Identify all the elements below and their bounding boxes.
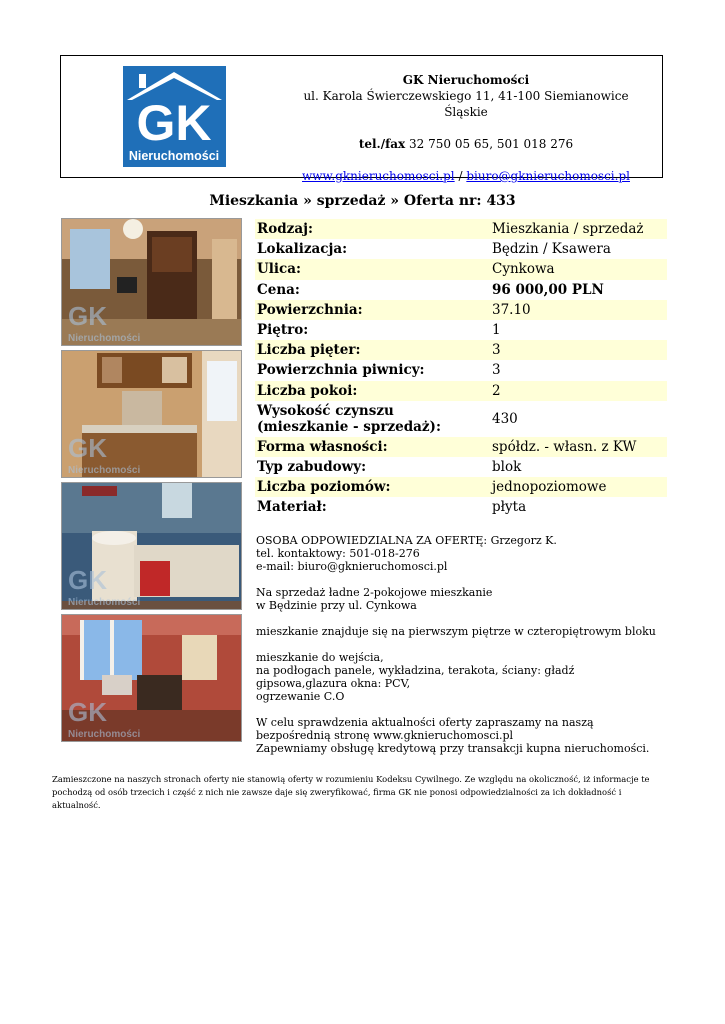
logo-letters: GK — [136, 95, 212, 151]
detail-label: Ulica: — [255, 259, 489, 279]
detail-label: Materiał: — [257, 499, 327, 516]
company-address: ul. Karola Świerczewskiego 11, 41-100 Siemianowice Śląskie — [303, 89, 629, 119]
gk-logo — [123, 66, 226, 167]
detail-value: jednopoziomowe — [489, 477, 667, 497]
watermark-letters: GK — [68, 433, 107, 463]
detail-row-location — [255, 239, 667, 259]
email-link[interactable]: biuro@gknieruchomosci.pl — [466, 169, 630, 183]
detail-row-building-type — [255, 457, 667, 477]
phone-label: tel./fax — [358, 137, 406, 151]
detail-value: Cynkowa — [489, 259, 667, 279]
detail-row-price — [255, 280, 667, 300]
contact-email: e-mail: biuro@gknieruchomosci.pl — [256, 560, 448, 573]
description-line: Zapewniamy obsługę kredytową przy transakcji kupna nieruchomości. — [256, 742, 650, 755]
detail-row-type — [255, 219, 667, 239]
detail-value: Będzin / Ksawera — [492, 241, 611, 258]
website-link[interactable]: www.gknieruchomosci.pl — [302, 169, 455, 183]
watermark-word: Nieruchomości — [68, 333, 141, 344]
detail-row-floor — [255, 320, 667, 340]
detail-value: płyta — [492, 499, 527, 516]
detail-label: Powierzchnia piwnicy: — [257, 362, 425, 379]
detail-row-area — [255, 300, 667, 320]
detail-label: Rodzaj: — [255, 219, 489, 239]
watermark-letters: GK — [68, 697, 107, 727]
detail-label: Wysokość czynszu (mieszkanie - sprzedaż): — [257, 402, 441, 435]
watermark-letters: GK — [68, 301, 107, 331]
detail-label: Liczba pięter: — [255, 340, 489, 360]
detail-label: Liczba poziomów: — [255, 477, 489, 497]
detail-value: 430 — [492, 410, 518, 427]
detail-value: 96 000,00 PLN — [492, 281, 604, 298]
detail-row-levels — [255, 477, 667, 497]
company-info — [281, 72, 651, 184]
detail-value: spółdz. - własn. z KW — [489, 437, 667, 457]
photo-living-room[interactable] — [61, 218, 242, 346]
photo-kitchen[interactable] — [61, 350, 242, 478]
detail-value: 3 — [489, 340, 667, 360]
page-title: Mieszkania » sprzedaż » Oferta nr: 433 — [209, 193, 516, 209]
legal-disclaimer: Zamieszczone na naszych stronach oferty nie stanowią oferty w rozumieniu Kodeksu Cywilnego. Ze względu na okoliczność, iż informacje te pochodzą od osób trzecich i część z nich nie zawsze daje się zweryfikować, firma GK nie ponosi odpowiedzialności za ich dokładność i aktualność. — [52, 774, 650, 810]
description-intro — [256, 586, 666, 612]
watermark-letters: GK — [68, 565, 107, 595]
offer-details-table — [255, 219, 667, 517]
detail-value: 3 — [492, 362, 501, 379]
responsible-person: OSOBA ODPOWIEDZIALNA ZA OFERTĘ: Grzegorz K. — [256, 534, 557, 547]
description-features — [256, 651, 666, 703]
company-links — [281, 168, 651, 184]
detail-value: 37.10 — [489, 300, 667, 320]
detail-row-floors-count — [255, 340, 667, 360]
detail-row-rent — [255, 401, 667, 437]
detail-label: Liczba pokoi: — [255, 381, 489, 401]
detail-row-material — [255, 497, 667, 517]
detail-value: Mieszkania / sprzedaż — [489, 219, 667, 239]
detail-value: 1 — [492, 322, 501, 339]
description-line: na podłogach panele, wykładzina, terakota, ściany: gładź gipsowa,glazura okna: PCV, — [256, 664, 575, 690]
detail-label: Cena: — [257, 281, 300, 298]
link-separator: / — [458, 169, 463, 183]
detail-label: Piętro: — [257, 322, 309, 339]
detail-label: Forma własności: — [255, 437, 489, 457]
detail-row-rooms — [255, 381, 667, 401]
offer-description — [256, 534, 666, 768]
detail-label: Powierzchnia: — [255, 300, 489, 320]
contact-block — [256, 534, 666, 573]
phone-number: 32 750 05 65, 501 018 276 — [409, 137, 574, 151]
description-line: ogrzewanie C.O — [256, 690, 345, 703]
photo-bathroom[interactable] — [61, 482, 242, 610]
photo-bedroom[interactable] — [61, 614, 242, 742]
description-line: mieszkanie do wejścia, — [256, 651, 384, 664]
detail-value: 2 — [489, 381, 667, 401]
description-line: Na sprzedaż ładne 2-pokojowe mieszkanie — [256, 586, 493, 599]
detail-label: Typ zabudowy: — [257, 458, 367, 475]
detail-row-ownership — [255, 437, 667, 457]
watermark-word: Nieruchomości — [68, 465, 141, 476]
detail-label: Lokalizacja: — [257, 241, 348, 258]
description-floor: mieszkanie znajduje się na pierwszym piętrze w czteropiętrowym bloku — [256, 625, 656, 638]
company-name: GK Nieruchomości — [402, 73, 530, 87]
description-footer — [256, 716, 666, 755]
header-box — [60, 55, 663, 183]
watermark-word: Nieruchomości — [68, 597, 141, 608]
description-line: w Będzinie przy ul. Cynkowa — [256, 599, 417, 612]
detail-value: blok — [492, 458, 522, 475]
contact-phone: tel. kontaktowy: 501-018-276 — [256, 547, 420, 560]
company-phone — [281, 136, 651, 152]
description-line: W celu sprawdzenia aktualności oferty zapraszamy na naszą bezpośrednią stronę www.gknieruchomosci.pl — [256, 716, 594, 742]
detail-row-basement — [255, 360, 667, 380]
watermark-word: Nieruchomości — [68, 729, 141, 740]
logo-word: Nieruchomości — [128, 149, 220, 163]
detail-row-street — [255, 259, 667, 279]
